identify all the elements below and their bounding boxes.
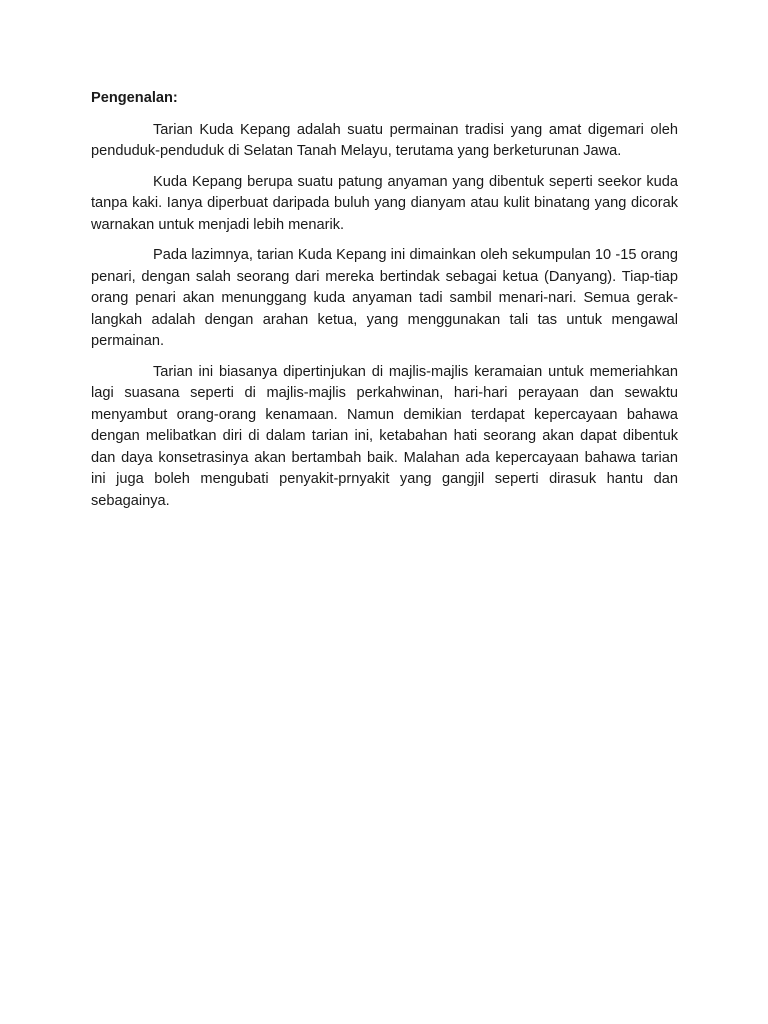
- section-heading: Pengenalan:: [91, 90, 178, 106]
- paragraph-4: Tarian ini biasanya dipertinjukan di majlis-majlis keramaian untuk memeriahkan lagi suasana seperti di majlis-majlis perkahwinan, hari-hari perayaan dan sewaktu menyambut orang-orang kenamaan. Namun demikian terdapat kepercayaan bahawa dengan melibatkan diri di dalam tarian ini, ketabahan hati seorang akan dapat dibentuk dan daya konsetrasinya akan bertambah baik. Malahan ada kepercayaan bahawa tarian ini juga boleh mengubati penyakit-prnyakit yang gangjil seperti dirasuk hantu dan sebagainya.: [91, 363, 678, 509]
- paragraph-1: Tarian Kuda Kepang adalah suatu permainan tradisi yang amat digemari oleh penduduk-penduduk di Selatan Tanah Melayu, terutama yang berketurunan Jawa.: [91, 121, 678, 159]
- paragraph-3: Pada lazimnya, tarian Kuda Kepang ini dimainkan oleh sekumpulan 10 -15 orang penari, dengan salah seorang dari mereka bertindak sebagai ketua (Danyang). Tiap-tiap orang penari akan menunggang kuda anyaman tadi sambil menari-nari. Semua gerak-langkah adalah dengan arahan ketua, yang menggunakan tali tas untuk mengawal permainan.: [91, 247, 678, 349]
- paragraph-2: Kuda Kepang berupa suatu patung anyaman yang dibentuk seperti seekor kuda tanpa kaki. Ianya diperbuat daripada buluh yang dianyam atau kulit binatang yang dicorak warnakan untuk menjadi lebih menarik.: [91, 173, 678, 233]
